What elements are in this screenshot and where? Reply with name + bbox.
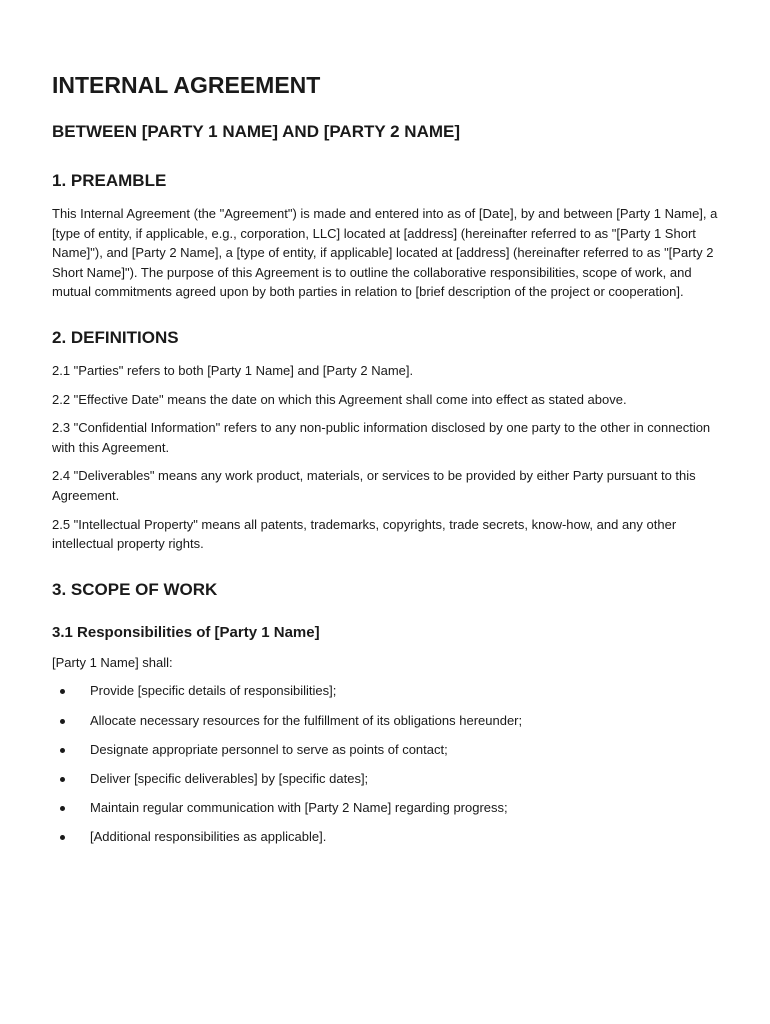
preamble-heading: 1. PREAMBLE [52,171,167,190]
definition-item: 2.4 "Deliverables" means any work product, materials, or services to be provided by either Party pursuant to this Agreement. [52,468,696,503]
list-item [52,827,718,847]
list-item [52,740,718,760]
list-item-text: Deliver [specific deliverables] by [specific dates]; [90,770,369,786]
list-item-text: Allocate necessary resources for the fulfillment of its obligations hereunder; [90,712,523,728]
bullet-icon [60,777,65,782]
bullet-icon [60,748,65,753]
list-item [52,681,718,701]
list-item-text: Designate appropriate personnel to serve as points of contact; [90,741,448,757]
list-item-text: Maintain regular communication with [Party 2 Name] regarding progress; [90,800,508,816]
definitions-section [52,326,718,554]
responsibilities-intro: [Party 1 Name] shall: [52,654,173,670]
definition-item: 2.2 "Effective Date" means the date on which this Agreement shall come into effect as stated above. [52,391,627,407]
bullet-icon [60,689,65,694]
document-subtitle: BETWEEN [PARTY 1 NAME] AND [PARTY 2 NAME] [52,122,461,141]
list-item [52,711,718,731]
bullet-icon [60,719,65,724]
preamble-paragraph: This Internal Agreement (the "Agreement") is made and entered into as of [Date], by and between [Party 1 Name], a [type of entity, if applicable, e.g., corporation, LLC] located at [address] (hereinafter referred to as "[Party 1 Short Name]"), and [Party 2 Name], a [type of entity, if applicable] located at [address] (hereinafter referred to as "[Party 2 Short Name]"). The purpose of this Agreement is to outline the collaborative responsibilities, scope of work, and mutual commitments agreed upon by both parties in relation to [brief description of the project or cooperation]. [52,206,718,300]
definition-item: 2.5 "Intellectual Property" means all patents, trademarks, copyrights, trade secrets, know-how, and any other intellectual property rights. [52,516,677,552]
definition-item: 2.3 "Confidential Information" refers to any non-public information disclosed by one party to the other in connection with this Agreement. [52,420,711,455]
responsibilities-list [52,681,718,847]
preamble-section [52,169,718,302]
bullet-icon [60,806,65,811]
bullet-icon [60,835,65,840]
list-item [52,798,718,818]
list-item-text: [Additional responsibilities as applicable]. [90,829,327,845]
responsibilities-heading: 3.1 Responsibilities of [Party 1 Name] [52,623,320,641]
scope-heading: 3. SCOPE OF WORK [52,579,218,599]
document-title: INTERNAL AGREEMENT [52,72,321,98]
list-item [52,769,718,789]
scope-section [52,578,718,847]
definitions-heading: 2. DEFINITIONS [52,327,179,347]
list-item-text: Provide [specific details of responsibilities]; [90,683,337,699]
definition-item: 2.1 "Parties" refers to both [Party 1 Name] and [Party 2 Name]. [52,362,414,378]
